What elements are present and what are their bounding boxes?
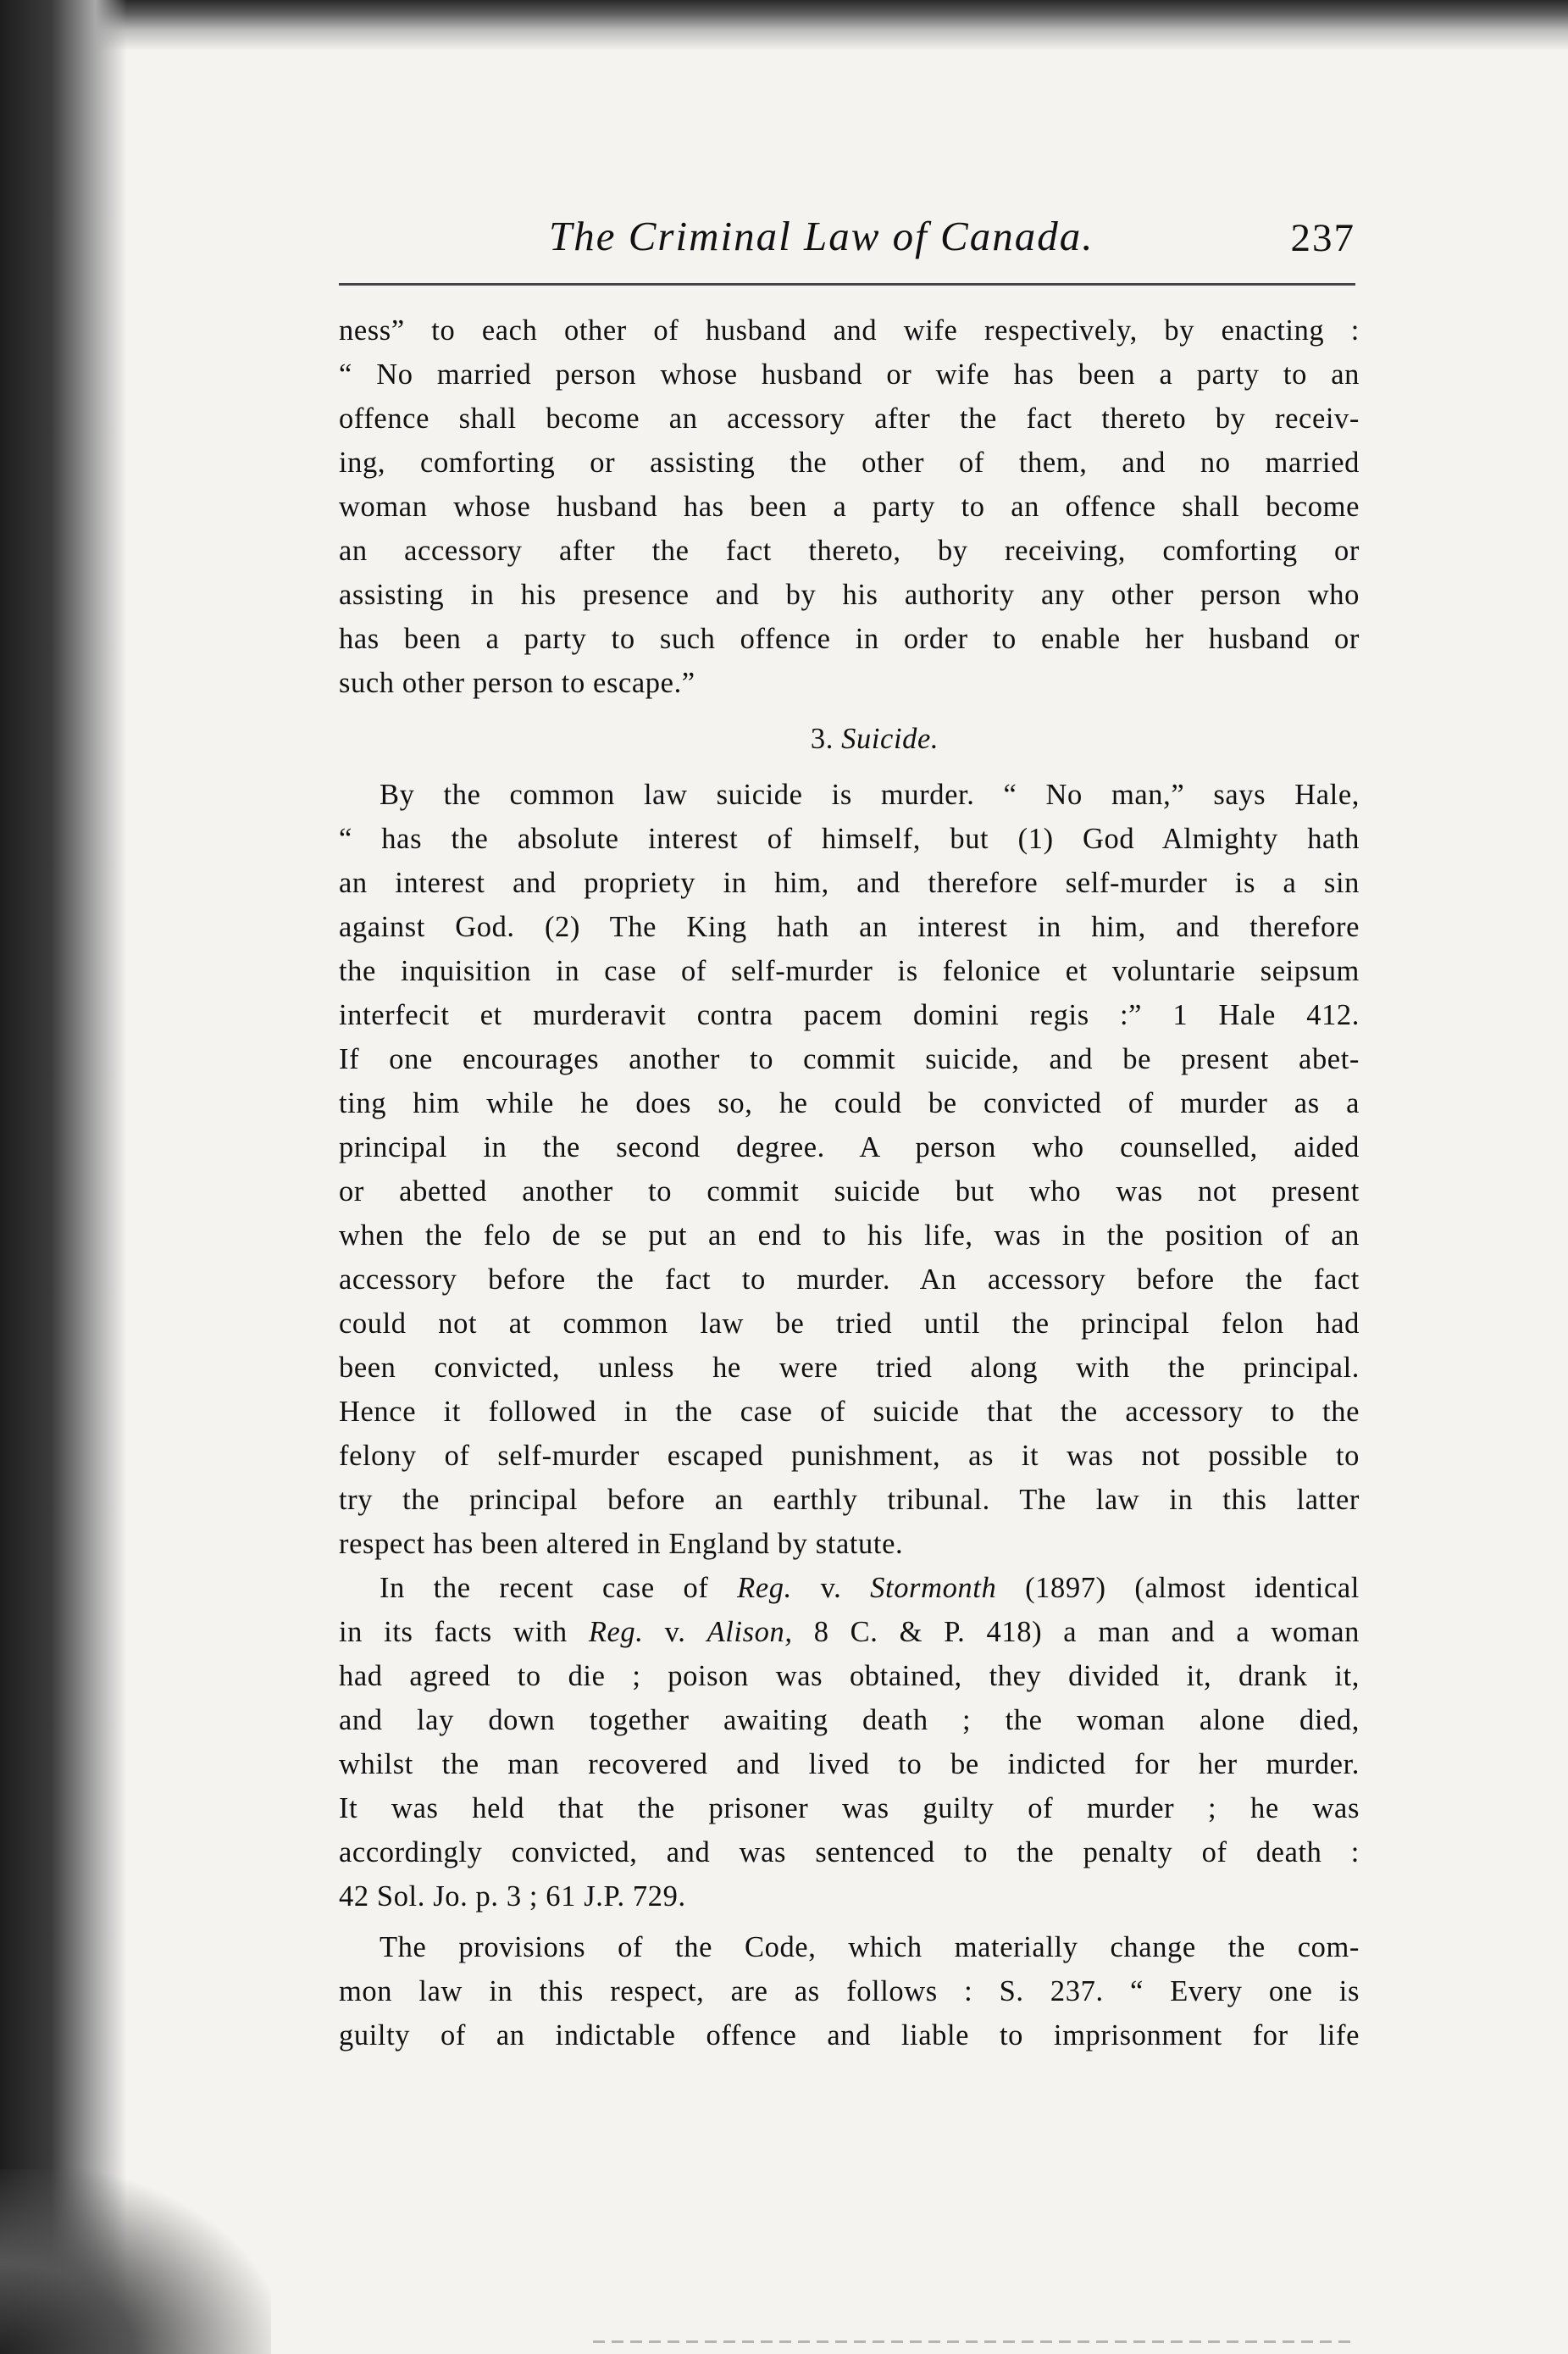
text-line: had agreed to die ; poison was obtained, they divided it, drank it,	[339, 1660, 1360, 1692]
text-line: By the common law suicide is murder. “ No man,” says Hale,	[380, 779, 1360, 811]
scan-shadow-top	[0, 0, 1568, 51]
text-line: interfecit et murderavit contra pacem domini regis :” 1 Hale 412.	[339, 999, 1360, 1031]
page-header	[339, 212, 1355, 278]
text-line: “ No married person whose husband or wife has been a party to an	[339, 358, 1360, 391]
paragraph-4	[339, 1925, 1360, 2057]
scan-edge-bottom	[593, 2340, 1355, 2343]
text-line: an interest and propriety in him, and therefore self-murder is a sin	[339, 867, 1360, 899]
text-line: respect has been altered in England by statute.	[339, 1528, 904, 1560]
text-line	[339, 1566, 1360, 1610]
text-line: could not at common law be tried until the principal felon had	[339, 1307, 1360, 1340]
header-rule	[339, 283, 1355, 286]
case-name: Reg.	[737, 1572, 792, 1604]
paragraph-2	[339, 773, 1360, 1566]
text-line: or abetted another to commit suicide but who was not present	[339, 1175, 1360, 1208]
text-line: principal in the second degree. A person who counselled, aided	[339, 1131, 1360, 1163]
case-name: Alison,	[706, 1616, 793, 1648]
page-body	[339, 308, 1360, 2057]
text-run: (1897) (almost identical	[996, 1572, 1360, 1604]
text-line: woman whose husband has been a party to an offence shall become	[339, 491, 1360, 523]
text-line: has been a party to such offence in order to enable her husband or	[339, 623, 1360, 655]
text-run: in its facts with	[339, 1616, 589, 1648]
text-line: ness” to each other of husband and wife respectively, by enacting :	[339, 314, 1360, 347]
case-name: Reg.	[588, 1616, 644, 1648]
text-line: ting him while he does so, he could be convicted of murder as a	[339, 1087, 1360, 1119]
case-name: Stormonth	[870, 1572, 997, 1604]
paragraph-1	[339, 308, 1360, 705]
text-line: 42 Sol. Jo. p. 3 ; 61 J.P. 729.	[339, 1880, 686, 1913]
text-line: an accessory after the fact thereto, by receiving, comforting or	[339, 535, 1360, 567]
text-line: ing, comforting or assisting the other of them, and no married	[339, 447, 1360, 479]
text-line: If one encourages another to commit suicide, and be present abet-	[339, 1043, 1360, 1075]
running-title: The Criminal Law of Canada.	[549, 213, 1094, 259]
text-line: and lay down together awaiting death ; the woman alone died,	[339, 1704, 1360, 1736]
text-line: when the felo de se put an end to his life, was in the position of an	[339, 1219, 1360, 1252]
scan-shadow-bottom-left	[0, 2169, 271, 2354]
section-title: Suicide.	[841, 723, 939, 755]
section-heading	[339, 717, 1360, 761]
text-line: accessory before the fact to murder. An accessory before the fact	[339, 1263, 1360, 1296]
text-run: v.	[643, 1616, 707, 1648]
text-line: mon law in this respect, are as follows : S. 237. “ Every one is	[339, 1975, 1360, 2007]
page-number: 237	[1290, 216, 1355, 260]
text-line: guilty of an indictable offence and liable to imprisonment for life	[339, 2019, 1360, 2051]
text-line	[339, 1610, 1360, 1654]
text-line: It was held that the prisoner was guilty of murder ; he was	[339, 1792, 1360, 1824]
text-line: Hence it followed in the case of suicide that the accessory to the	[339, 1396, 1360, 1428]
text-run: v.	[791, 1572, 871, 1604]
text-line: The provisions of the Code, which materially change the com-	[380, 1931, 1360, 1963]
text-line: against God. (2) The King hath an interest in him, and therefore	[339, 911, 1360, 943]
section-number: 3.	[810, 723, 834, 755]
scan-shadow-left	[0, 0, 127, 2354]
text-line: whilst the man recovered and lived to be indicted for her murder.	[339, 1748, 1360, 1780]
text-run: 8 C. & P. 418) a man and a woman	[792, 1616, 1360, 1648]
text-line: the inquisition in case of self-murder is felonice et voluntarie seipsum	[339, 955, 1360, 987]
text-line: accordingly convicted, and was sentenced to the penalty of death :	[339, 1836, 1360, 1868]
paragraph-3	[339, 1566, 1360, 1918]
text-line: offence shall become an accessory after the fact thereto by receiv-	[339, 403, 1360, 435]
text-line: felony of self-murder escaped punishment, as it was not possible to	[339, 1440, 1360, 1472]
text-line: assisting in his presence and by his authority any other person who	[339, 579, 1360, 611]
text-run: In the recent case of	[380, 1572, 738, 1604]
text-line: try the principal before an earthly tribunal. The law in this latter	[339, 1484, 1360, 1516]
text-line: such other person to escape.”	[339, 667, 695, 699]
text-line: “ has the absolute interest of himself, but (1) God Almighty hath	[339, 823, 1360, 855]
text-line: been convicted, unless he were tried along with the principal.	[339, 1352, 1360, 1384]
